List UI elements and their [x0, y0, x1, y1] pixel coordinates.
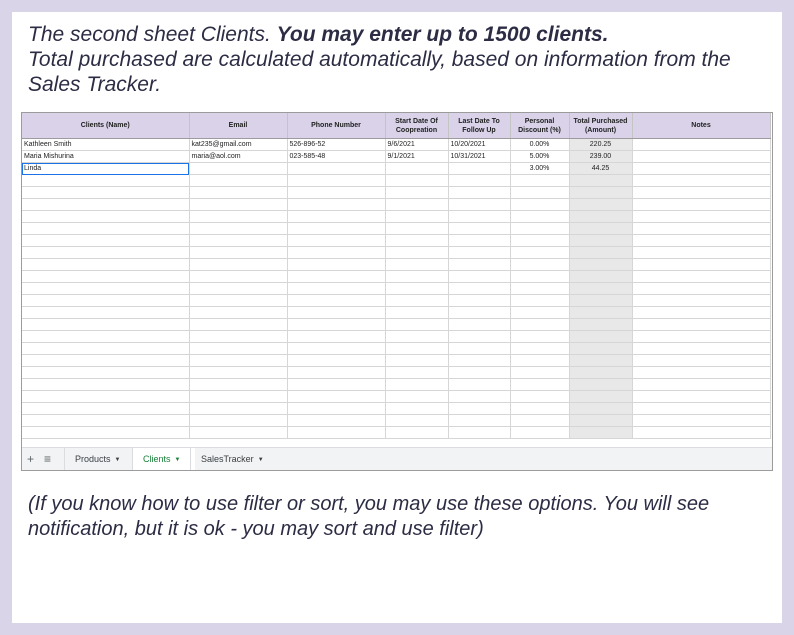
- table-cell[interactable]: [189, 199, 287, 211]
- table-row: [22, 223, 770, 235]
- table-cell[interactable]: [569, 391, 632, 403]
- table-row: [22, 163, 770, 175]
- table-cell[interactable]: [385, 235, 448, 247]
- table-cell[interactable]: [632, 199, 770, 211]
- table-row: [22, 199, 770, 211]
- table-cell[interactable]: [569, 415, 632, 427]
- table-cell[interactable]: [22, 271, 189, 283]
- table-cell[interactable]: [448, 295, 510, 307]
- table-cell[interactable]: [189, 427, 287, 439]
- tab-products[interactable]: [64, 448, 135, 470]
- table-cell[interactable]: [632, 211, 770, 223]
- table-cell[interactable]: [385, 355, 448, 367]
- tab-clients-label: Clients: [143, 454, 171, 464]
- table-cell[interactable]: [510, 187, 569, 199]
- outro-text: (If you know how to use filter or sort, you may use these options. You will see notification, but it is ok - you may sort and use filter): [28, 493, 710, 540]
- table-cell[interactable]: Maria Mishurina: [22, 151, 189, 163]
- table-cell[interactable]: [22, 355, 189, 367]
- table-cell[interactable]: [632, 175, 770, 187]
- table-cell[interactable]: [287, 367, 385, 379]
- table-cell[interactable]: [22, 223, 189, 235]
- table-cell[interactable]: [569, 355, 632, 367]
- table-cell[interactable]: [189, 319, 287, 331]
- column-header[interactable]: Email: [189, 113, 287, 139]
- table-cell[interactable]: [569, 199, 632, 211]
- table-row: [22, 415, 770, 427]
- table-cell[interactable]: [189, 379, 287, 391]
- table-cell[interactable]: [632, 319, 770, 331]
- table-cell[interactable]: [510, 175, 569, 187]
- table-cell[interactable]: [22, 319, 189, 331]
- table-cell[interactable]: [569, 187, 632, 199]
- table-cell[interactable]: [510, 343, 569, 355]
- table-cell[interactable]: [448, 175, 510, 187]
- table-row: [22, 235, 770, 247]
- table-cell[interactable]: [632, 271, 770, 283]
- table-cell[interactable]: [385, 163, 448, 175]
- table-row: [22, 391, 770, 403]
- table-row: [22, 343, 770, 355]
- add-sheet-icon[interactable]: +: [27, 452, 35, 466]
- table-cell[interactable]: [287, 187, 385, 199]
- table-cell[interactable]: [287, 403, 385, 415]
- table-cell[interactable]: [448, 187, 510, 199]
- table-cell[interactable]: [287, 355, 385, 367]
- table-cell[interactable]: [189, 403, 287, 415]
- table-cell[interactable]: [189, 175, 287, 187]
- table-row: [22, 403, 770, 415]
- table-cell[interactable]: [632, 283, 770, 295]
- column-header[interactable]: Phone Number: [287, 113, 385, 139]
- table-cell[interactable]: Linda: [22, 163, 189, 175]
- column-header[interactable]: Total Purchased (Amount): [569, 113, 632, 139]
- table-cell[interactable]: [22, 403, 189, 415]
- table-cell[interactable]: [22, 427, 189, 439]
- table-cell[interactable]: [287, 319, 385, 331]
- table-cell[interactable]: [385, 415, 448, 427]
- table-cell[interactable]: [287, 295, 385, 307]
- content-card: [12, 12, 782, 623]
- table-cell[interactable]: [448, 307, 510, 319]
- table-cell[interactable]: 5.00%: [510, 151, 569, 163]
- intro-line1-bold: You may enter up to 1500 clients.: [276, 23, 609, 46]
- table-cell[interactable]: [22, 415, 189, 427]
- intro-line1-plain: The second sheet Clients.: [28, 23, 277, 46]
- column-header[interactable]: Personal Discount (%): [510, 113, 569, 139]
- table-cell[interactable]: [189, 211, 287, 223]
- table-cell[interactable]: [632, 223, 770, 235]
- table-cell[interactable]: [448, 355, 510, 367]
- table-cell[interactable]: [287, 391, 385, 403]
- table-cell[interactable]: [287, 283, 385, 295]
- table-cell[interactable]: [385, 295, 448, 307]
- table-cell[interactable]: [632, 415, 770, 427]
- table-cell[interactable]: [189, 235, 287, 247]
- table-cell[interactable]: [189, 271, 287, 283]
- tab-salestracker[interactable]: [190, 448, 273, 470]
- table-cell[interactable]: [510, 427, 569, 439]
- table-cell[interactable]: [385, 379, 448, 391]
- table-cell[interactable]: [385, 391, 448, 403]
- table-cell[interactable]: [510, 379, 569, 391]
- table-cell[interactable]: [287, 211, 385, 223]
- table-cell[interactable]: [632, 355, 770, 367]
- table-row: [22, 259, 770, 271]
- table-cell[interactable]: [385, 259, 448, 271]
- table-cell[interactable]: [385, 307, 448, 319]
- table-cell[interactable]: [448, 211, 510, 223]
- table-cell[interactable]: [385, 175, 448, 187]
- table-row: [22, 355, 770, 367]
- column-header[interactable]: Last Date To Follow Up: [448, 113, 510, 139]
- table-cell[interactable]: [189, 391, 287, 403]
- table-cell[interactable]: [287, 175, 385, 187]
- table-cell[interactable]: [385, 331, 448, 343]
- tab-salestracker-label: SalesTracker: [201, 454, 254, 464]
- table-cell[interactable]: [287, 343, 385, 355]
- table-cell[interactable]: [448, 379, 510, 391]
- table-cell[interactable]: [22, 283, 189, 295]
- table-row: [22, 187, 770, 199]
- sheet-tab-bar: [22, 447, 772, 470]
- table-cell[interactable]: [287, 223, 385, 235]
- table-cell[interactable]: [287, 427, 385, 439]
- intro-text: [28, 22, 768, 97]
- table-cell[interactable]: [287, 259, 385, 271]
- table-cell[interactable]: [510, 247, 569, 259]
- table-cell[interactable]: [569, 367, 632, 379]
- table-cell[interactable]: 220.25: [569, 139, 632, 151]
- table-cell[interactable]: 10/31/2021: [448, 151, 510, 163]
- table-cell[interactable]: [510, 415, 569, 427]
- table-cell[interactable]: kat235@gmail.com: [189, 139, 287, 151]
- table-row: [22, 367, 770, 379]
- table-cell[interactable]: [632, 259, 770, 271]
- table-cell[interactable]: [385, 427, 448, 439]
- table-cell[interactable]: maria@aol.com: [189, 151, 287, 163]
- table-cell[interactable]: [632, 295, 770, 307]
- table-cell[interactable]: [189, 355, 287, 367]
- table-cell[interactable]: [385, 343, 448, 355]
- table-row: [22, 139, 770, 151]
- table-cell[interactable]: 44.25: [569, 163, 632, 175]
- table-cell[interactable]: [632, 391, 770, 403]
- table-cell[interactable]: [448, 247, 510, 259]
- table-cell[interactable]: [22, 391, 189, 403]
- table-cell[interactable]: [510, 199, 569, 211]
- table-cell[interactable]: [510, 235, 569, 247]
- table-row: [22, 427, 770, 439]
- table-cell[interactable]: [569, 175, 632, 187]
- table-cell[interactable]: [448, 235, 510, 247]
- table-cell[interactable]: [569, 379, 632, 391]
- table-cell[interactable]: [287, 307, 385, 319]
- table-cell[interactable]: [569, 295, 632, 307]
- table-cell[interactable]: [287, 331, 385, 343]
- table-cell[interactable]: [22, 307, 189, 319]
- table-cell[interactable]: [632, 307, 770, 319]
- table-cell[interactable]: [385, 223, 448, 235]
- table-row: [22, 271, 770, 283]
- table-cell[interactable]: [510, 391, 569, 403]
- table-cell[interactable]: [22, 367, 189, 379]
- table-cell[interactable]: [385, 211, 448, 223]
- table-cell[interactable]: 9/6/2021: [385, 139, 448, 151]
- table-cell[interactable]: [22, 343, 189, 355]
- table-cell[interactable]: [448, 223, 510, 235]
- table-cell[interactable]: [22, 259, 189, 271]
- table-cell[interactable]: [189, 307, 287, 319]
- table-cell[interactable]: [569, 271, 632, 283]
- table-cell[interactable]: [632, 187, 770, 199]
- table-row: [22, 295, 770, 307]
- table-cell[interactable]: [385, 247, 448, 259]
- table-row: [22, 175, 770, 187]
- table-cell[interactable]: [632, 379, 770, 391]
- table-row: [22, 151, 770, 163]
- tab-products-label: Products: [75, 454, 111, 464]
- table-cell[interactable]: [632, 139, 770, 151]
- intro-line2: Total purchased are calculated automatically, based on information from the Sales Tracker.: [28, 48, 731, 96]
- table-cell[interactable]: [287, 247, 385, 259]
- chevron-down-icon: ▼: [114, 456, 121, 463]
- table-cell[interactable]: [22, 247, 189, 259]
- table-cell[interactable]: [569, 223, 632, 235]
- table-row: [22, 247, 770, 259]
- table-cell[interactable]: [22, 235, 189, 247]
- table-row: [22, 319, 770, 331]
- table-cell[interactable]: [510, 319, 569, 331]
- table-cell[interactable]: [287, 199, 385, 211]
- table-row: [22, 379, 770, 391]
- table-cell[interactable]: [385, 199, 448, 211]
- table-cell[interactable]: [22, 187, 189, 199]
- table-cell[interactable]: [189, 223, 287, 235]
- table-cell[interactable]: [448, 271, 510, 283]
- table-cell[interactable]: [448, 403, 510, 415]
- table-cell[interactable]: [385, 367, 448, 379]
- column-header[interactable]: Start Date Of Coopreation: [385, 113, 448, 139]
- table-cell[interactable]: [510, 259, 569, 271]
- table-cell[interactable]: [448, 283, 510, 295]
- table-cell[interactable]: [632, 151, 770, 163]
- table-cell[interactable]: [189, 331, 287, 343]
- table-cell[interactable]: [287, 163, 385, 175]
- table-cell[interactable]: [510, 403, 569, 415]
- table-cell[interactable]: [189, 343, 287, 355]
- table-cell[interactable]: [510, 223, 569, 235]
- table-row: [22, 307, 770, 319]
- table-cell[interactable]: [189, 415, 287, 427]
- table-cell[interactable]: [385, 271, 448, 283]
- chevron-down-icon: ▼: [257, 456, 264, 463]
- table-cell[interactable]: [510, 283, 569, 295]
- table-body: [22, 139, 770, 439]
- table-cell[interactable]: [189, 259, 287, 271]
- table-cell[interactable]: [448, 427, 510, 439]
- table-cell[interactable]: [510, 367, 569, 379]
- table-cell[interactable]: [448, 415, 510, 427]
- table-cell[interactable]: [189, 367, 287, 379]
- chevron-down-icon: ▼: [174, 456, 181, 463]
- column-header[interactable]: Notes: [632, 113, 770, 139]
- column-header[interactable]: Clients (Name): [22, 113, 189, 139]
- table-cell[interactable]: [448, 367, 510, 379]
- table-cell[interactable]: [569, 319, 632, 331]
- table-cell[interactable]: [448, 199, 510, 211]
- table-cell[interactable]: [569, 235, 632, 247]
- table-cell[interactable]: 0.00%: [510, 139, 569, 151]
- table-cell[interactable]: [287, 379, 385, 391]
- table-cell[interactable]: [189, 247, 287, 259]
- table-cell[interactable]: [632, 343, 770, 355]
- table-cell[interactable]: [569, 211, 632, 223]
- table-cell[interactable]: [385, 403, 448, 415]
- table-cell[interactable]: [448, 259, 510, 271]
- table-cell[interactable]: [448, 319, 510, 331]
- table-cell[interactable]: [22, 211, 189, 223]
- table-cell[interactable]: [632, 403, 770, 415]
- table-cell[interactable]: [632, 367, 770, 379]
- table-cell[interactable]: [510, 355, 569, 367]
- table-cell[interactable]: [22, 295, 189, 307]
- table-cell[interactable]: [448, 391, 510, 403]
- spreadsheet-window: [21, 112, 773, 471]
- table-cell[interactable]: [510, 307, 569, 319]
- table-cell[interactable]: [189, 295, 287, 307]
- table-cell[interactable]: 239.00: [569, 151, 632, 163]
- table-cell[interactable]: [632, 331, 770, 343]
- table-cell[interactable]: [569, 331, 632, 343]
- table-cell[interactable]: [510, 211, 569, 223]
- table-cell[interactable]: [22, 199, 189, 211]
- table-cell[interactable]: [385, 319, 448, 331]
- table-cell[interactable]: 023-585-48: [287, 151, 385, 163]
- table-cell[interactable]: [22, 331, 189, 343]
- table-cell[interactable]: [287, 415, 385, 427]
- table-cell[interactable]: [22, 175, 189, 187]
- table-cell[interactable]: [22, 379, 189, 391]
- table-cell[interactable]: 9/1/2021: [385, 151, 448, 163]
- table-cell[interactable]: [448, 343, 510, 355]
- clients-table: [22, 113, 771, 439]
- table-cell[interactable]: [569, 427, 632, 439]
- table-cell[interactable]: [569, 283, 632, 295]
- table-cell[interactable]: [189, 187, 287, 199]
- table-cell[interactable]: [510, 271, 569, 283]
- table-cell[interactable]: 3.00%: [510, 163, 569, 175]
- table-row: [22, 211, 770, 223]
- table-cell[interactable]: [569, 403, 632, 415]
- table-row: [22, 331, 770, 343]
- table-cell[interactable]: [632, 247, 770, 259]
- table-cell[interactable]: 526-896-52: [287, 139, 385, 151]
- table-cell[interactable]: [510, 295, 569, 307]
- all-sheets-icon[interactable]: ≡: [44, 452, 52, 466]
- tab-clients[interactable]: [132, 448, 195, 470]
- table-cell[interactable]: [448, 331, 510, 343]
- table-cell[interactable]: [569, 307, 632, 319]
- table-cell[interactable]: 10/20/2021: [448, 139, 510, 151]
- table-cell[interactable]: [189, 163, 287, 175]
- table-cell[interactable]: [287, 271, 385, 283]
- table-cell[interactable]: [632, 163, 770, 175]
- table-cell[interactable]: [385, 283, 448, 295]
- table-cell[interactable]: [287, 235, 385, 247]
- table-row: [22, 283, 770, 295]
- table-cell[interactable]: [632, 427, 770, 439]
- table-cell[interactable]: [189, 283, 287, 295]
- table-cell[interactable]: [510, 331, 569, 343]
- table-cell[interactable]: [448, 163, 510, 175]
- table-cell[interactable]: Kathleen Smith: [22, 139, 189, 151]
- header-row: [22, 113, 770, 139]
- table-cell[interactable]: [569, 343, 632, 355]
- table-cell[interactable]: [385, 187, 448, 199]
- table-cell[interactable]: [569, 247, 632, 259]
- table-cell[interactable]: [632, 235, 770, 247]
- table-cell[interactable]: [569, 259, 632, 271]
